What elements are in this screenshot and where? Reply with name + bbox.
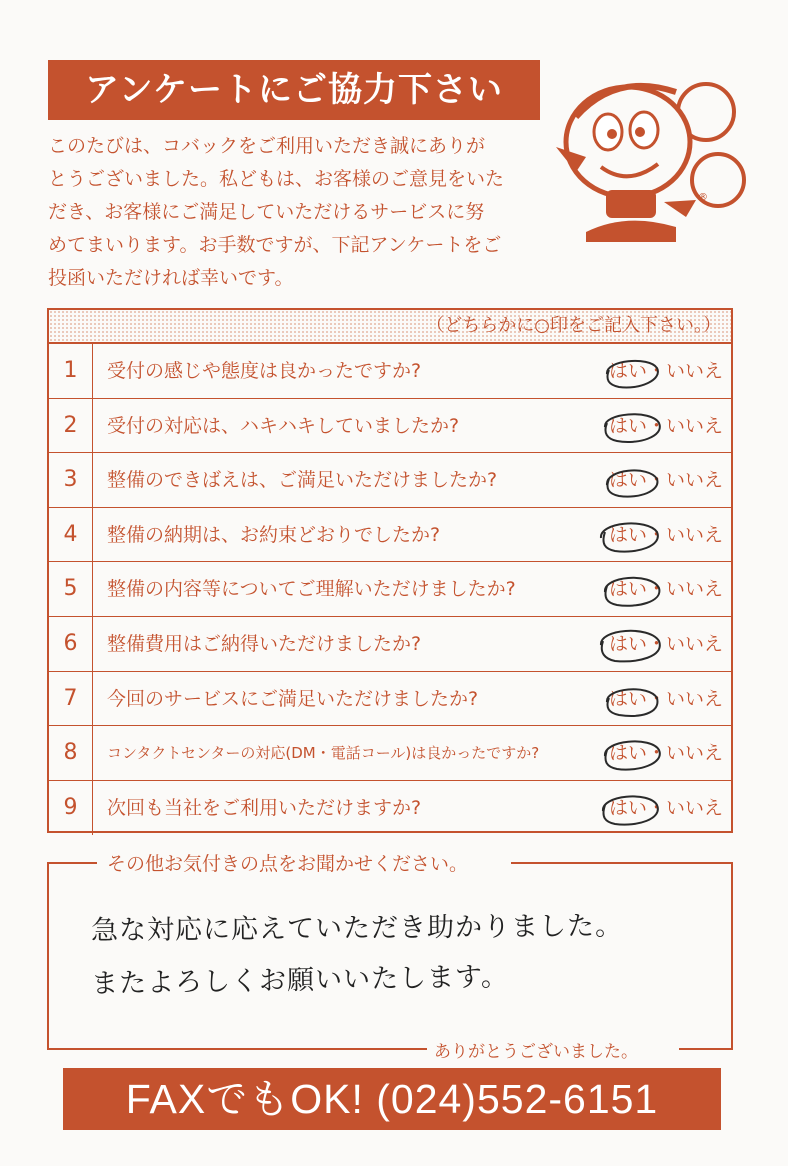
- yes-option[interactable]: はい: [608, 632, 647, 655]
- no-option[interactable]: いいえ: [665, 360, 723, 382]
- hand-circle-mark: [599, 516, 669, 556]
- no-option[interactable]: いいえ: [665, 687, 723, 710]
- answer-options: [609, 453, 723, 507]
- question-text: 整備費用はご納得いただけましたか?: [107, 632, 422, 655]
- question-number: 2: [49, 399, 93, 453]
- question-row: [49, 344, 731, 399]
- intro-line: とうございました。私どもは、お客様のご意見をいた: [48, 168, 505, 190]
- mascot-logo: [546, 62, 746, 252]
- separator: ・: [646, 360, 666, 382]
- thanks-text: ありがとうございました。: [434, 1042, 638, 1062]
- question-row: [49, 672, 731, 727]
- answer-options: [609, 617, 723, 671]
- question-row: [49, 617, 731, 672]
- answer-options: [609, 781, 723, 835]
- question-text: 整備のできばえは、ご満足いただけましたか?: [107, 469, 498, 492]
- no-option[interactable]: いいえ: [665, 796, 723, 819]
- yes-option[interactable]: はい: [608, 414, 647, 437]
- question-row: [49, 781, 731, 836]
- intro-line: このたびは、コバックをご利用いただき誠にありが: [48, 135, 486, 157]
- no-option[interactable]: いいえ: [665, 632, 723, 655]
- question-text: 次回も当社をご利用いただけますか?: [107, 796, 422, 819]
- separator: ・: [646, 632, 666, 655]
- hand-circle-mark: [599, 734, 669, 774]
- question-number: 4: [49, 508, 93, 562]
- separator: ・: [646, 742, 666, 765]
- question-text: 整備の内容等についてご理解いただけましたか?: [107, 578, 516, 601]
- hand-circle-mark: [599, 789, 669, 829]
- no-option[interactable]: いいえ: [665, 523, 723, 546]
- answer-options: [609, 344, 723, 398]
- question-row: [49, 726, 731, 781]
- separator: ・: [646, 578, 666, 601]
- yes-option[interactable]: はい: [608, 360, 647, 382]
- answer-options: [609, 399, 723, 453]
- yes-option[interactable]: はい: [608, 742, 647, 765]
- separator: ・: [646, 687, 666, 710]
- fax-banner: FAXでもOK! (024)552-6151: [63, 1068, 721, 1130]
- no-option[interactable]: いいえ: [665, 469, 723, 492]
- handwritten-comment: またよろしくお願いいたします。: [90, 961, 510, 1000]
- answer-options: [609, 562, 723, 616]
- question-text: 整備の納期は、お約束どおりでしたか?: [107, 523, 441, 546]
- no-option[interactable]: いいえ: [665, 578, 723, 601]
- intro-text: [48, 130, 548, 295]
- comment-box[interactable]: [47, 853, 733, 1062]
- question-number: 5: [49, 562, 93, 616]
- yes-option[interactable]: はい: [608, 523, 647, 546]
- intro-line: だき、お客様にご満足していただけるサービスに努: [48, 201, 485, 223]
- question-text: 今回のサービスにご満足いただけましたか?: [107, 687, 479, 710]
- question-row: [49, 508, 731, 563]
- separator: ・: [646, 523, 666, 546]
- separator: ・: [646, 469, 666, 492]
- intro-line: めてまいります。お手数ですが、下記アンケートをご: [48, 234, 502, 256]
- registered-mark: ®: [698, 192, 708, 203]
- answer-options: [609, 726, 723, 780]
- question-row: [49, 399, 731, 454]
- no-option[interactable]: いいえ: [665, 414, 723, 437]
- survey-table: [47, 308, 733, 833]
- hand-circle-mark: [599, 625, 669, 665]
- question-number: 9: [49, 781, 93, 836]
- answer-options: [609, 508, 723, 562]
- page-title: アンケートにご協力下さい: [48, 60, 540, 120]
- yes-option[interactable]: はい: [608, 687, 647, 710]
- question-number: 7: [49, 672, 93, 726]
- comment-label: その他お気付きの点をお聞かせください。: [107, 853, 469, 875]
- survey-instruction: （どちらかに○印をご記入下さい。）: [49, 310, 731, 344]
- separator: ・: [646, 796, 666, 819]
- question-row: [49, 562, 731, 617]
- hand-circle-mark: [599, 680, 669, 720]
- answer-options: [609, 672, 723, 726]
- handwritten-comment: 急な対応に応えていただき助かりました。: [90, 910, 624, 947]
- hand-circle-mark: [599, 352, 669, 392]
- hand-circle-mark: [599, 570, 669, 610]
- yes-option[interactable]: はい: [608, 469, 647, 492]
- question-text: 受付の対応は、ハキハキしていましたか?: [107, 414, 460, 437]
- question-row: [49, 453, 731, 508]
- hand-circle-mark: [599, 461, 669, 501]
- separator: ・: [646, 414, 666, 437]
- question-text: 受付の感じや態度は良かったですか?: [107, 360, 422, 382]
- question-text: コンタクトセンターの対応(DM・電話コール)は良かったですか?: [107, 744, 540, 763]
- question-number: 3: [49, 453, 93, 507]
- question-number: 1: [49, 344, 93, 398]
- yes-option[interactable]: はい: [608, 578, 647, 601]
- intro-line: 投函いただければ幸いです。: [48, 267, 294, 289]
- question-number: 8: [49, 726, 93, 780]
- question-number: 6: [49, 617, 93, 671]
- yes-option[interactable]: はい: [608, 796, 647, 819]
- no-option[interactable]: いいえ: [665, 742, 723, 765]
- hand-circle-mark: [599, 407, 669, 447]
